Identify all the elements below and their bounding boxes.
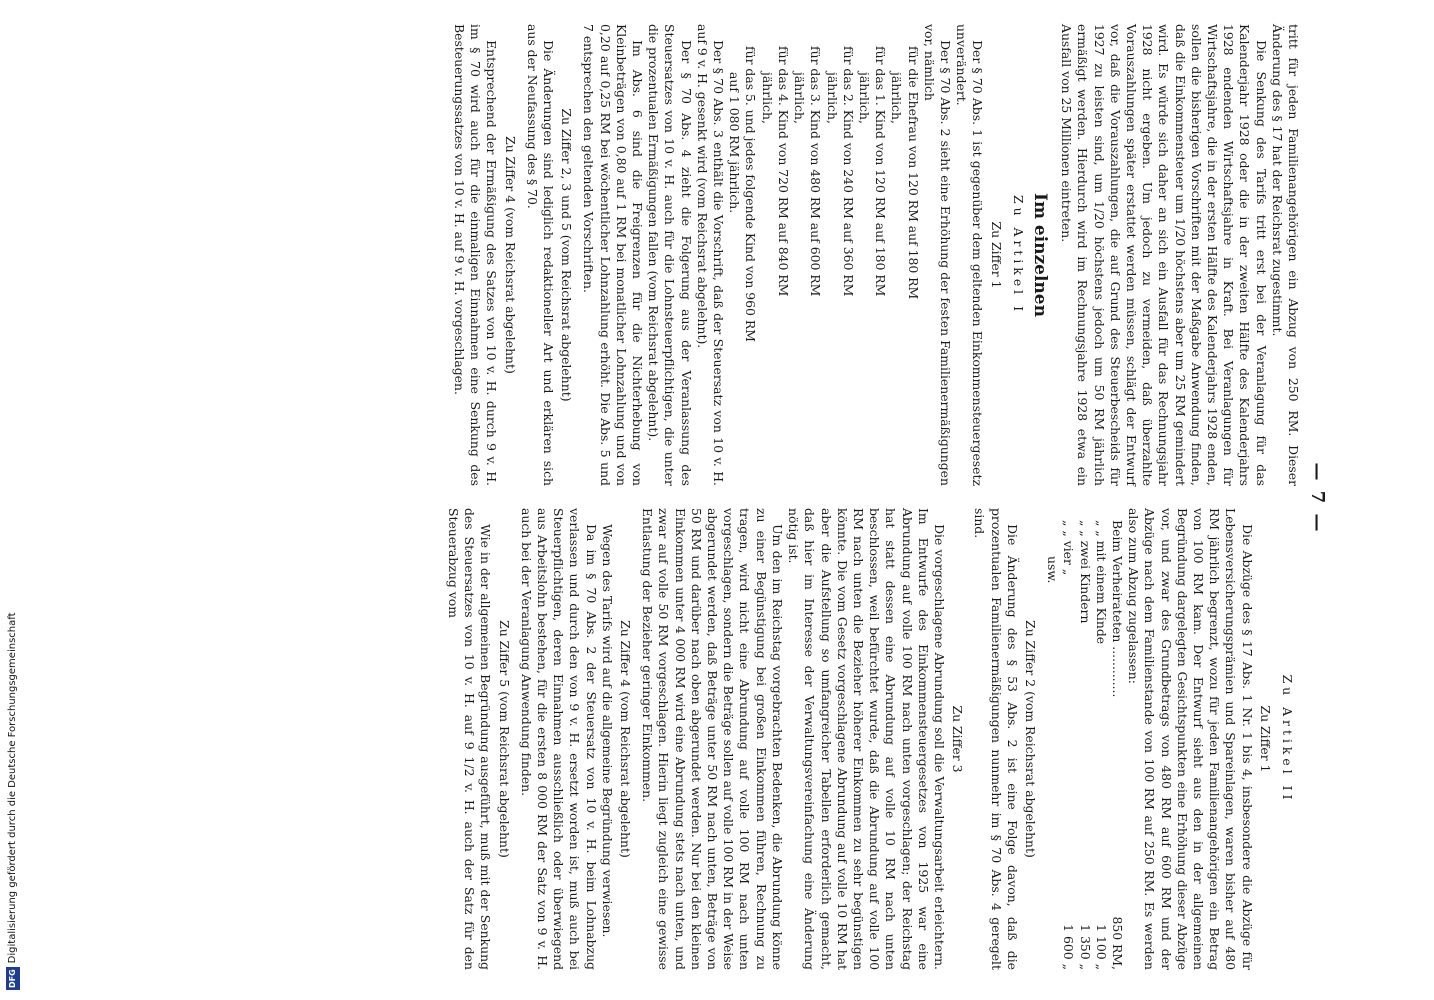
rotated-document-page: [95, 8, 1328, 988]
subsection-heading: Zu Ziffer 5 (vom Reichsrat abgelehnt): [496, 620, 512, 858]
paragraph: Die Änderung des § 53 Abs. 2 ist eine Folge davon, daß die prozentualen Familienermäßigungen nunmehr im § 70 Abs. 4 geregelt sind.: [972, 508, 1020, 970]
table-cell-label: Beim Verheirateten .............: [1109, 520, 1125, 698]
paragraph: Da im § 70 Abs. 2 der Steuersatz von 10 v. H. beim Lohnabzug verlassen und durch den von 9 v. H. ersetzt worden ist, muß auch bei Steuerpflichtigen, deren Einnahmen ausschließlich oder überwiegend aus Arbeitslohn bestehen, für die ersten 8 000 RM der Satz von 9 v. H. auch bei der Veranlagung Anwendung finden.: [518, 508, 599, 970]
table-row: [1109, 520, 1125, 970]
paragraph: Die Abzüge des § 17 Abs. 1 Nr. 1 bis 4, insbesondere die Abzüge für Lebensversicherungsprämien und Spareinlagen, waren bisher auf 480 RM jährlich begrenzt, wozu für jeden Familienangehörigen ein Betrag von 100 RM kam. Der Entwurf sieht aus den in der allgemeinen Begründung dargelegten Gesichtspunkten eine Erhöhung dieser Abzüge vor, und zwar des Grundbetrags von 480 RM auf 600 RM und der Abzüge nach dem Familienstande von 100 RM auf 250 RM. Es werden also zum Abzug zugelassen:: [1126, 508, 1255, 970]
paragraph: Der § 70 Abs. 1 ist gegenüber dem geltenden Einkommensteuergesetz unverändert.: [954, 24, 986, 486]
paragraph: tritt für jeden Familienangehörigen ein Abzug von 250 RM. Dieser Änderung des § 17 hat der Reichsrat zugestimmt.: [1269, 24, 1301, 486]
paragraph: Der § 70 Abs. 4 zieht die Folgerung aus der Veranlassung des Steuersatzes von 10 v. H. auch für die Lohnsteuerpflichtigen, die unter die prozentualen Ermäßigungen fallen (vom Reichsrat abgelehnt).: [646, 24, 694, 486]
paragraph: Die Änderungen sind lediglich redaktioneller Art und erklären sich aus der Neufassung des § 70.: [524, 24, 557, 486]
table-row: [1076, 520, 1092, 970]
subsection-heading: Zu Ziffer 1: [988, 221, 1004, 289]
paragraph: Die vorgeschlagene Abrundung soll die Verwaltungsarbeit erleichtern. Im Entwurfe des Einkommensteuergesetzes von 1925 war eine Abrundung auf volle 100 RM nach unten vorgeschlagen; der Reichstag hat statt dessen eine Abrundung auf volle 10 RM nach unten beschlossen, weil befürchtet wurde, daß die Abrundung auf volle 100 RM nach unten die Bezieher höherer Einkommen zu sehr begünstigen könnte. Die vom Gesetz vorgeschlagene Abrundung auf volle 10 RM hat aber die Aufstellung so umfangreicher Tabellen erforderlich gemacht, daß hier im Interesse der Verwaltungsvereinfachung eine Änderung nötig ist.: [786, 508, 947, 970]
list-item: für das 1. Kind von 120 RM auf 180 RM: [873, 46, 889, 297]
list-item-continuation: jährlich,: [856, 72, 872, 124]
table-cell-label: „ „ mit einem Kinde: [1093, 520, 1109, 645]
table-cell-label: „ „ vier „: [1061, 520, 1077, 576]
article-heading: Zu Artikel II: [1280, 674, 1295, 804]
subsection-heading: Zu Ziffer 3: [950, 705, 966, 773]
table-continuation: usw.: [1045, 556, 1061, 584]
section-heading-im-einzelnen: Im einzelnen: [1029, 193, 1050, 317]
list-item: für das 2. Kind von 240 RM auf 360 RM: [840, 46, 856, 297]
paragraph: Die Senkung des Tarifs tritt erst bei der Veranlagung für das Kalenderjahr 1928 oder die in der zweiten Hälfte des Kalenderjahrs 1928 endenden Wirtschaftsjahre in Kraft. Bei Veranlagungen für Wirtschaftsjahre, die in der ersten Hälfte des Kalenderjahrs 1928 enden, sollen die bisherigen Vorschriften mit der Maßgabe Anwendung finden, daß die Einkommensteuer um 1/20 höchstens aber um 25 RM gemindert wird. Es würde sich daher an sich ein Ausfall für das Rechnungsjahr 1928 nicht ergeben. Um jedoch zu vermeiden, daß überzahlte Vorauszahlungen später erstattet werden müssen, schlägt der Entwurf vor, daß die Vorauszahlungen, die auf Grund des Steuerbescheids für 1927 zu leisten sind, um 1/20 höchstens jedoch um 50 RM jährlich ermäßigt werden. Hierdurch wird im Rechnungsjahre 1928 etwa ein Ausfall von 25 Millionen eintreten.: [1059, 24, 1269, 486]
paragraph: Im Abs. 6 sind die Freigrenzen für die Nichterhebung von Kleinbeträgen von 0,80 auf 1 RM bei monatlicher Lohnzahlung und von 0,20 auf 0,25 RM bei wöchentlicher Lohnzahlung erhöht. Die Abs. 5 und 7 entsprechen den geltenden Vorschriften.: [581, 24, 646, 486]
subsection-heading: Zu Ziffer 4 (vom Reichsrat abgelehnt): [502, 136, 518, 374]
table-cell-value: 1 600 „: [1061, 924, 1077, 970]
list-item-continuation: jährlich,: [759, 72, 775, 124]
list-item: für das 4. Kind von 720 RM auf 840 RM: [775, 46, 791, 297]
list-item: für die Ehefrau von 120 RM auf 180 RM: [905, 46, 921, 300]
list-item: für das 3. Kind von 480 RM auf 600 RM: [808, 46, 824, 297]
digitization-credit: [6, 10, 20, 990]
subsection-heading: Zu Ziffer 2, 3 und 5 (vom Reichsrat abgelehnt): [559, 108, 575, 402]
table-row: [1093, 520, 1109, 970]
subsection-heading: Zu Ziffer 1: [1257, 705, 1273, 773]
table-cell-value: 1 350 „: [1077, 924, 1093, 970]
table-cell-value: 1 100 „: [1093, 924, 1109, 970]
table-cell-value: 850 RM,: [1109, 916, 1125, 970]
paragraph: Der § 70 Abs. 2 sieht eine Erhöhung der festen Familienermäßigungen vor, nämlich: [921, 24, 953, 486]
paragraph: Der § 70 Abs. 3 enthält die Vorschrift, daß der Steuersatz von 10 v. H. auf 9 v. H. gesenkt wird (vom Reichsrat abgelehnt).: [694, 24, 727, 486]
list-item-continuation: jährlich,: [889, 72, 905, 124]
dfg-logo-icon: DFG: [6, 967, 20, 990]
paragraph: Um den im Reichstag vorgebrachten Bedenken, die Abrundung könne zu einer Begünstigung bei großen Einkommen führen, Rechnung zu tragen, wird nicht eine Abrundung auf volle 100 RM nach unten vorgeschlagen, sondern die Beträge sollen auf volle 100 RM in der Weise abgerundet werden, daß Beträge unter 50 RM nach unten, Beträge von 50 RM und darüber nach oben abgerundet werden. Nur bei den kleinen Einkommen unter 4 000 RM wird eine Abrundung stets nach unten, und zwar auf volle 50 RM vorgeschlagen. Hierin liegt zugleich eine gewisse Entlastung der Bezieher geringer Einkommen.: [640, 508, 785, 970]
subsection-heading: Zu Ziffer 4 (vom Reichsrat abgelehnt): [618, 620, 634, 858]
paragraph: Entsprechend der Ermäßigung des Satzes von 10 v. H. durch 9 v. H. im § 70 wird auch für die einmaligen Einnahmen eine Senkung des Besteuerungssatzes von 10 v. H. auf 9 v. H. vorgeschlagen.: [452, 24, 500, 486]
credit-text: Digitalisierung gefördert durch die Deutsche Forschungsgemeinschaft: [7, 612, 18, 964]
article-heading: Zu Artikel I: [1010, 195, 1026, 315]
list-item-continuation: jährlich,: [824, 72, 840, 124]
left-text-column: [451, 24, 1301, 486]
list-item: für das 5. und jedes folgende Kind von 960 RM: [743, 46, 759, 342]
right-text-column: [445, 508, 1301, 970]
list-item-continuation: auf 1 080 RM jährlich.: [727, 72, 743, 214]
deduction-list: [726, 24, 920, 486]
table-row: [1060, 520, 1076, 970]
page-number: — 7 —: [1307, 462, 1328, 534]
list-item-continuation: jährlich,: [792, 72, 808, 124]
deduction-table: [1044, 508, 1125, 970]
paragraph: Wie in der allgemeinen Begründung ausgeführt, muß mit der Senkung des Steuersatzes von 10 v. H. auf 9 1/2 v. H. auch der Satz für den Steuerabzug vom: [446, 508, 494, 970]
subsection-heading: Zu Ziffer 2 (vom Reichsrat abgelehnt): [1022, 620, 1038, 858]
paragraph: Wegen des Tarifs wird auf die allgemeine Begründung verwiesen.: [599, 524, 615, 938]
table-cell-label: „ „ zwei Kindern: [1077, 520, 1093, 624]
